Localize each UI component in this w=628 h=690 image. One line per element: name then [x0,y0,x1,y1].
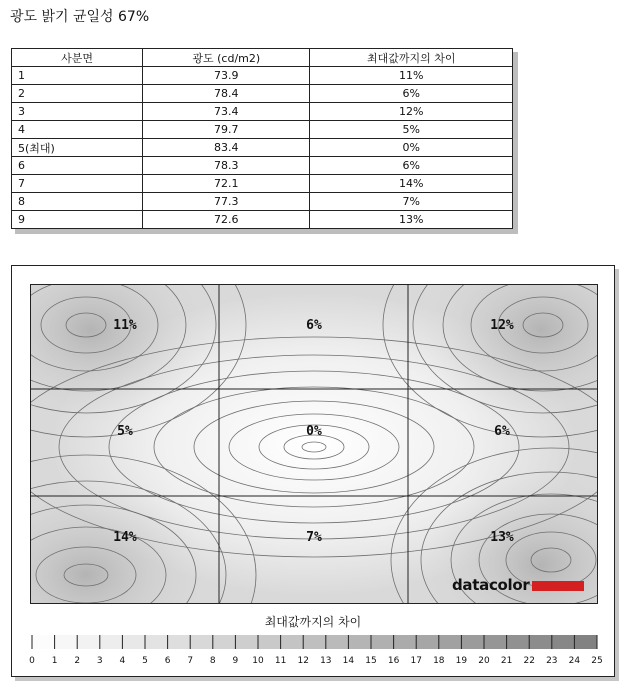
cell-luminance: 78.3 [143,157,310,175]
cell-luminance: 78.4 [143,85,310,103]
datacolor-logo [452,576,584,594]
quadrant-label: 7% [306,530,322,545]
legend-tick-label: 10 [252,656,264,666]
cell-luminance: 77.3 [143,193,310,211]
cell-quadrant: 5(최대) [12,139,143,157]
legend-swatch [348,635,371,649]
table-row [12,193,513,211]
legend-tick-label: 22 [523,656,535,666]
table-row [12,211,513,229]
legend-tick-label: 1 [51,656,58,666]
cell-difference: 7% [310,193,513,211]
legend-swatch [574,635,597,649]
cell-quadrant: 7 [12,175,143,193]
legend-tick-label: 8 [209,656,216,666]
legend-swatch [168,635,191,649]
cell-difference: 6% [310,157,513,175]
cell-difference: 6% [310,85,513,103]
legend-tick-label: 9 [232,656,239,666]
cell-difference: 14% [310,175,513,193]
legend-tick-label: 25 [591,656,603,666]
quadrant-label: 0% [306,424,322,439]
quadrant-label: 11% [113,318,137,333]
cell-difference: 13% [310,211,513,229]
legend-tick-label: 23 [546,656,558,666]
table-row [12,157,513,175]
legend-tick-label: 21 [500,656,513,666]
logo-bar [532,581,584,591]
legend-swatch [484,635,507,649]
legend-swatch [394,635,417,649]
legend-swatch [552,635,575,649]
legend-tick-label: 16 [387,656,400,666]
cell-difference: 11% [310,67,513,85]
table-row [12,85,513,103]
cell-quadrant: 4 [12,121,143,139]
legend-swatch [258,635,281,649]
table-row [12,67,513,85]
quadrant-label: 12% [490,318,514,333]
cell-luminance: 79.7 [143,121,310,139]
legend-tick-label: 20 [478,656,490,666]
legend-tick-label: 24 [568,656,581,666]
legend-swatch [213,635,236,649]
legend-swatch [461,635,484,649]
quadrant-label: 6% [306,318,322,333]
legend-tick-label: 0 [29,656,35,666]
cell-luminance: 73.9 [143,67,310,85]
table-row [12,139,513,157]
cell-quadrant: 6 [12,157,143,175]
legend-swatch [326,635,349,649]
legend-tick-label: 11 [274,656,287,666]
legend-swatch [507,635,530,649]
page-title: 광도 밝기 균일성 67% [10,9,150,25]
legend-title: 최대값까지의 차이 [264,615,362,629]
legend-tick-label: 15 [365,656,377,666]
legend-swatch [371,635,394,649]
header-difference: 최대값까지의 차이 [310,49,513,67]
cell-quadrant: 2 [12,85,143,103]
quadrant-label: 14% [113,530,137,545]
uniformity-map-panel [11,265,615,677]
header-quadrant: 사분면 [12,49,143,67]
uniformity-table-container [11,48,513,229]
cell-difference: 0% [310,139,513,157]
legend-swatch [235,635,258,649]
legend-swatch [122,635,145,649]
quadrant-label: 5% [117,424,133,439]
legend-swatch [303,635,326,649]
legend-tick-label: 18 [433,656,445,666]
legend-swatch [55,635,78,649]
legend-swatch [529,635,552,649]
cell-quadrant: 1 [12,67,143,85]
legend-tick-label: 6 [164,656,171,666]
quadrant-label: 6% [494,424,510,439]
cell-quadrant: 8 [12,193,143,211]
cell-luminance: 83.4 [143,139,310,157]
cell-difference: 12% [310,103,513,121]
table-row [12,103,513,121]
quadrant-label: 13% [490,530,514,545]
cell-quadrant: 9 [12,211,143,229]
cell-quadrant: 3 [12,103,143,121]
table-row [12,175,513,193]
table-header-row [12,49,513,67]
legend-tick-label: 3 [96,656,103,666]
legend-tick-label: 5 [142,656,148,666]
legend-tick-label: 14 [342,656,355,666]
header-luminance: 광도 (cd/m2) [143,49,310,67]
uniformity-contour-map [30,284,598,604]
cell-luminance: 73.4 [143,103,310,121]
logo-text: datacolor [452,576,530,594]
cell-luminance: 72.1 [143,175,310,193]
legend-swatch [416,635,439,649]
legend-tick-label: 17 [410,656,422,666]
cell-difference: 5% [310,121,513,139]
legend-tick-label: 7 [187,656,194,666]
legend-swatch [190,635,213,649]
cell-luminance: 72.6 [143,211,310,229]
table-row [12,121,513,139]
legend-scale [12,629,614,669]
legend-swatch [77,635,100,649]
legend-tick-label: 19 [455,656,468,666]
legend-tick-label: 13 [320,656,332,666]
legend-swatch [32,635,55,649]
legend-tick-label: 4 [119,656,126,666]
legend-swatch [145,635,168,649]
legend-tick-label: 12 [297,656,309,666]
uniformity-table [11,48,513,229]
legend-tick-label: 2 [74,656,81,666]
legend-swatch [281,635,304,649]
legend-swatch [100,635,123,649]
legend-swatch [439,635,462,649]
